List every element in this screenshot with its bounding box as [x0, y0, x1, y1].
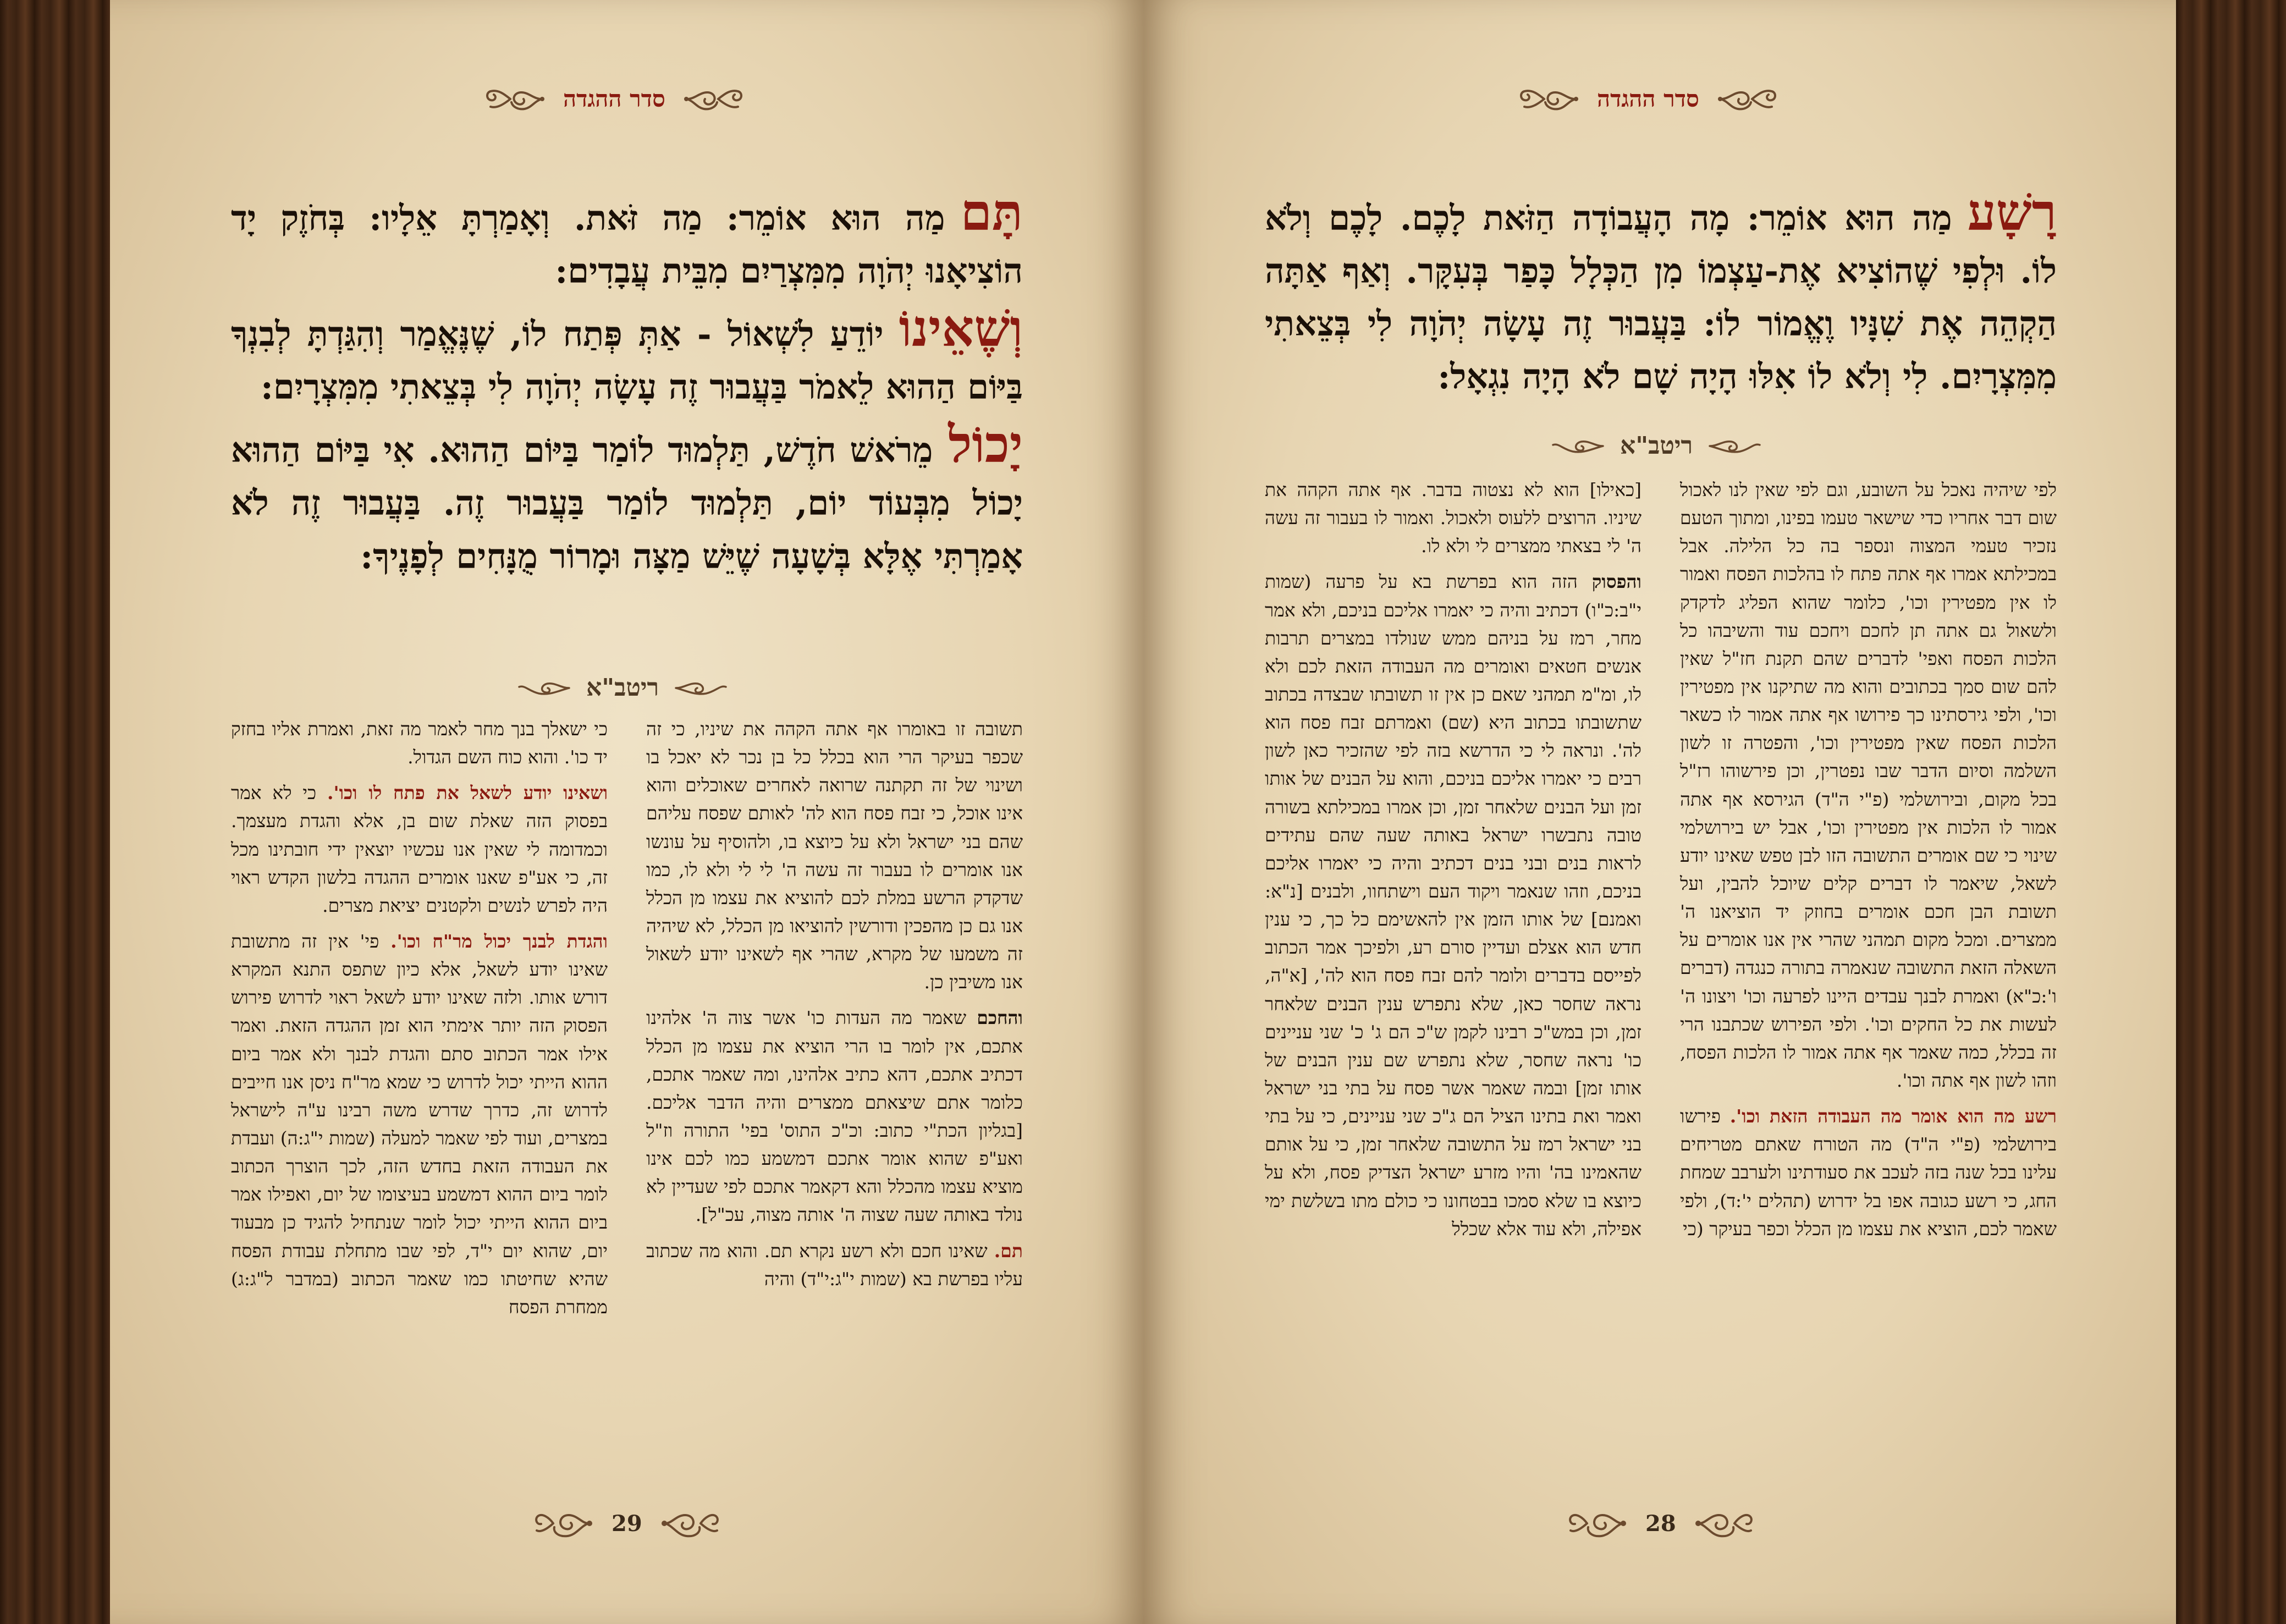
commentary-column-right: [646, 715, 1023, 1446]
paragraph-text: מֵרֹאשׁ חֹדֶשׁ, תַּלְמוּד לוֹמַר בַּיּוֹם הַהוּא. אִי בַּיּוֹם הַהוּא יָכוֹל מִבְּעוֹד יוֹם, תַּלְמוּד לוֹמַר בַּעֲבוּר זֶה. בַּעֲבוּר זֶה לֹא אָמַרְתִּי אֶלָּא בְּשָׁעָה שֶׁיֵּשׁ מַצָּה וּמָרוֹר מֻנָּחִים לְפָנֶיךָ:: [231, 430, 1023, 576]
commentary-paragraph: והחכם שאמר מה העדות כו' אשר צוה ה' אלהינו אתכם, אין לומר בו הרי הוציא את עצמו מן הכלל דכתיב אתכם, דהא כתיב אלהינו, ומה שאמר אתכם, כלומר אתם שיצאתם ממצרים והיה הדבר אליכם. [בגליון הכת"י כתוב: וכ"כ התוס' בפי' התורה וז"ל ואע"פ שהוא אומר אתכם דמשמע כמו לכם אינו מוציא עצמו מהכלל והא דקאמר אתכם לפי שעדיין לא נולד באותה שעה שצוה ה' אותה מצוה, עכ"ל].: [646, 1007, 1023, 1226]
commentary-title: ריטב"א: [1620, 432, 1693, 460]
page-footer: [1567, 1504, 1754, 1543]
left-page: [110, 0, 1144, 1624]
flourish-icon: [517, 677, 572, 699]
main-text-block: [231, 183, 1023, 588]
lead-word: תָּם: [960, 183, 1023, 242]
header-title: סדר ההגדה: [1597, 85, 1699, 112]
haggadah-paragraph: [231, 183, 1023, 298]
commentary-title: ריטב"א: [586, 674, 659, 702]
haggadah-paragraph: [231, 415, 1023, 582]
running-header: [484, 82, 745, 115]
commentary-paragraph: תם. שאינו חכם ולא רשע נקרא תם. והוא מה שכתוב עליו בפרשת בא (שמות י"ג:י"ד) והיה: [646, 1240, 1023, 1290]
ornament-icon: [1718, 82, 1778, 115]
running-header: [1518, 82, 1778, 115]
commentary-heading: [517, 674, 728, 702]
commentary-paragraph: לפי שיהיה נאכל על השובע, וגם לפי שאין לנו לאכול שום דבר אחריו כדי שישאר טעמו בפינו, ומתוך הטעם נזכיר טעמי המצוה ונספר בה כל הלילה. אבל במכילתא אמרו אף אתה פתח לו בהלכות הפסח ואמור לו אין מפטירין וכו', כלומר שהוא הפליג לדקדק ולשאול גם אתה תן לחכם ויחכם עוד והשיבהו כל הלכות הפסח ואפי' לדברים שהם תקנת חז"ל שאין להם שום סמך בכתובים והוא מה שתיקנו אין מפטירין וכו', ולפי גירסתינו כך פירושו אף אתה אמור לו כשאר הלכות הפסח שאין מפטירין וכו', והפטרה זו לשון השלמה וסיום הדבר שבו נפטרין, וכן פירשוהו רז"ל בכל מקום, ובירושלמי (פ"י ה"ד) הגירסא אף אתה אמור לו הלכות אין מפטירין וכו', אבל יש בירושלמי שינוי כי שם אומרים התשובה הזו לבן טפש שאינו יודע לשאל, שיאמר לו דברים קלים שיוכל להבין, ועל תשובת הבן חכם אומרים בחוזק יד הוציאנו ה' ממצרים. ומכל מקום תמהני שהרי אין אנו אומרים על השאלה הזאת התשובה שנאמרה בתורה כנגדה (דברים ו':כ"א) ואמרת לבנך עבדים היינו לפרעה וכו' ויצונו ה' לעשות את כל החקים וכו'. ולפי הפירוש שכתבנו הרי זה בכלל, כמה שאמר אף אתה אמור לו הלכות הפסח, וזהו לשון אף אתה וכו'.: [1680, 479, 2057, 1091]
commentary-paragraph: והגדת לבנך יכול מר"ח וכו'. פי' אין זה מתשובת שאינו יודע לשאל, אלא כיון שתפס התנא המקרא דורש אותו. ולזה שאינו יודע לשאל ראוי לדרוש פירוש הפסוק הזה יותר אימתי הוא זמן ההגדה הזאת. ואמר אילו אמר הכתוב סתם והגדת לבנך ולא אמר ביום ההוא הייתי יכול לדרוש כי שמא מר"ח ניסן אנו חייבים לדרוש זה, כדרך שדרש משה רבינו ע"ה לישראל במצרים, ועוד לפי שאמר למעלה (שמות י"ג:ה) ועבדת את העבודה הזאת בחדש הזה, לכך הוצרך הכתוב לומר ביום ההוא דמשמע בעיצומו של יום, ואפילו אמר ביום ההוא הייתי יכול לומר שנתחיל להגיד כן מבעוד יום, שהוא יום י"ד, לפי שבו מתחלת עבודת הפסח שהיא שחיטתו כמו שאמר הכתוב (במדבר ל"ג:ג) ממחרת הפסח: [231, 930, 608, 1318]
commentary-column-left: [1265, 476, 1641, 1449]
flourish-icon: [1551, 435, 1606, 457]
lead-word: וְשֶׁאֵינוֹ: [899, 299, 1023, 359]
lead-word: יָכוֹל: [948, 415, 1023, 475]
commentary-columns: [1265, 476, 2057, 1449]
paragraph-text: יוֹדֵעַ לִשְׁאוֹל - אַתְּ פְּתַח לוֹ, שֶׁנֶּאֱמַר וְהִגַּדְתָּ לְבִנְךָ בַּיּוֹם הַהוּא לֵאמֹר בַּעֲבוּר זֶה עָשָׂה יְהֹוָה לִי בְּצֵאתִי מִמִּצְרָיִם:: [231, 314, 1023, 408]
commentary-paragraph: כי ישאלך בנך מחר לאמר מה זאת, ואמרת אליו בחזק יד כו'. והוא כוח השם הגדול.: [231, 718, 608, 768]
page-footer: [533, 1504, 720, 1543]
header-title: סדר ההגדה: [563, 85, 665, 112]
paragraph-text: מַה הוּא אוֹמֵר: מַה זֹּאת. וְאָמַרְתָּ אֵלָיו: בְּחֹזֶק יָד הוֹצִיאָנוּ יְהֹוָה מִמִּצְרַיִם מִבֵּית עֲבָדִים:: [231, 198, 1023, 291]
wood-border-right: [2176, 0, 2286, 1624]
commentary-paragraph: רשע מה הוא אומר מה העבודה הזאת וכו'. פירשו בירושלמי (פ"י ה"ד) מה הטורח שאתם מטריחים עלינו בכל שנה בזה לעכב את סעודתינו ולערבב שמחת החג, כי רשע כגובה אפו בל ידרוש (תהלים י':ד), ולפי שאמר לכם, הוציא את עצמו מן הכלל וכפר בעיקר (כי: [1680, 1105, 2057, 1240]
right-page: [1144, 0, 2176, 1624]
commentary-paragraph: והפסוק הזה הוא בפרשת בא על פרעה (שמות י"ב:כ"ו) דכתיב והיה כי יאמרו אליכם בניכם, ולא אמר מחר, רמז על בניהם ממש שנולדו במצרים תרבות אנשים חטאים ואומרים מה העבודה הזאת לכם ולא לו, ומ"מ תמהני שאם כן אין זו תשובתו שבצדה בכתוב שתשובתו בכתוב היא (שם) ואמרתם זבח פסח הוא לה'. ונראה לי כי הדרשא בזה לפי שהזכיר כאן לשון רבים כי יאמרו אליכם בניכם, והוא על הבנים של אותו זמן ועל הבנים שלאחר זמן, וכן אמרו במכילתא בשורה טובה נתבשרו ישראל באותה שעה שהם עתידים לראות בנים ובני בנים דכתיב והיה כי יאמרו אליכם בניכם, וזהו שנאמר ויקוד העם וישתחוו, ולבנים [נ"א: ואמנם] של אותו הזמן אין להאשימם כל כך, כי ענין חדש הוא אצלם ועדיין סורם רע, ולפיכך אמר הכתוב לפייסם בדברים ולומר להם זבח פסח הוא לה', [א"ה, נראה שחסר כאן, שלא נתפרש ענין הבנים שלאחר זמן, וכן במש"כ רבינו לקמן ש"כ הם ג' כ' שני עניינים כו' נראה שחסר, שלא נתפרש שם ענין הבנים של אותו זמן] ובמה שאמר אשר פסח על בתי בני ישראל ואמר ואת בתינו הציל הם ג"כ שני עניינים, כי על בתי בני ישראל רמז על התשובה שלאחר זמן, כי על אותם שהאמינו בה' והיו מזרע ישראל הצדיק פסח, ולא על כיוצא בו שלא סמכו בבטחונו כי כולם מתו בשלשת ימי אפילה, ולא עוד אלא שכלל: [1265, 571, 1642, 1240]
scroll-ornament-icon: [533, 1504, 594, 1543]
ornament-icon: [1518, 82, 1578, 115]
commentary-column-left: [231, 715, 608, 1446]
flourish-icon: [1707, 435, 1762, 457]
ornament-icon: [484, 82, 544, 115]
scroll-ornament-icon: [660, 1504, 720, 1543]
commentary-paragraph: תשובה זו באומרו אף אתה הקהה את שיניו, כי זה שכפר בעיקר הרי הוא בכלל כל בן נכר לא יאכל בו ושינוי של זה תקתנה שרואה לאחרים שאוכלים והוא אינו אוכל, כי זבח פסח הוא לה' לאותם שפסח עליהם שהם בני ישראל ולא על כיוצא בו, ולהוסיף על עונשו אנו אומרים לו בעבור זה עשה ה' לי לי ולא לו, כמו שדקדק הרשע במלת לכם להוציא את עצמו מן הכלל אנו גם כן מהפכין ודורשין להוציאו מן הכלל, לא שיהיה זה משמעו של מקרא, שהרי אף לשאינו יודע לשאול אנו משיבין כן.: [646, 718, 1023, 993]
paragraph-text: מַה הוּא אוֹמֵר: מָה הָעֲבוֹדָה הַזֹּאת לָכֶם. לָכֶם וְלֹא לוֹ. וּלְפִי שֶׁהוֹצִיא אֶת-עַצְמוֹ מִן הַכְּלָל כָּפַר בְּעִקָּר. וְאַף אַתָּה הַקְהֵה אֶת שִׁנָּיו וֶאֱמוֹר לוֹ: בַּעֲבוּר זֶה עָשָׂה יְהֹוָה לִי בְּצֵאתִי מִמִּצְרָיִם. לִי וְלֹא לוֹ אִלּוּ הָיָה שָׁם לֹא הָיָה נִגְאָל:: [1265, 198, 2057, 397]
lead-word: רָשָׁע: [1967, 183, 2057, 242]
haggadah-paragraph: [231, 299, 1023, 414]
page-number: 29: [612, 1510, 642, 1537]
haggadah-paragraph: [1265, 183, 2057, 403]
page-number: 28: [1645, 1510, 1676, 1537]
commentary-column-right: [1680, 476, 2057, 1449]
main-text-block: [1265, 183, 2057, 409]
ornament-icon: [684, 82, 745, 115]
scroll-ornament-icon: [1567, 1504, 1628, 1543]
commentary-paragraph: ושאינו יודע לשאל את פתח לו וכו'. כי לא אמר בפסוק הזה שאלת שום בן, אלא והגדת מעצמך. וכמדומה לי שאין אנו עכשיו יוצאין ידי חובתינו מכל זה, כי אע"פ שאנו אומרים ההגדה בלשון הקדש ראוי היה לפרש לנשים ולקטנים יציאת מצרים.: [231, 782, 608, 916]
commentary-heading: [1551, 432, 1762, 460]
scroll-ornament-icon: [1694, 1504, 1754, 1543]
commentary-columns: [231, 715, 1023, 1446]
wood-border-left: [0, 0, 110, 1624]
commentary-paragraph: [כאילו] הוא לא נצטוה בדבר. אף אתה הקהה את שיניו. הרוצים ללעוס ולאכול. ואמור לו בעבור זה עשה ה' לי בצאתי ממצרים לי ולא לו.: [1265, 479, 1641, 557]
flourish-icon: [673, 677, 728, 699]
